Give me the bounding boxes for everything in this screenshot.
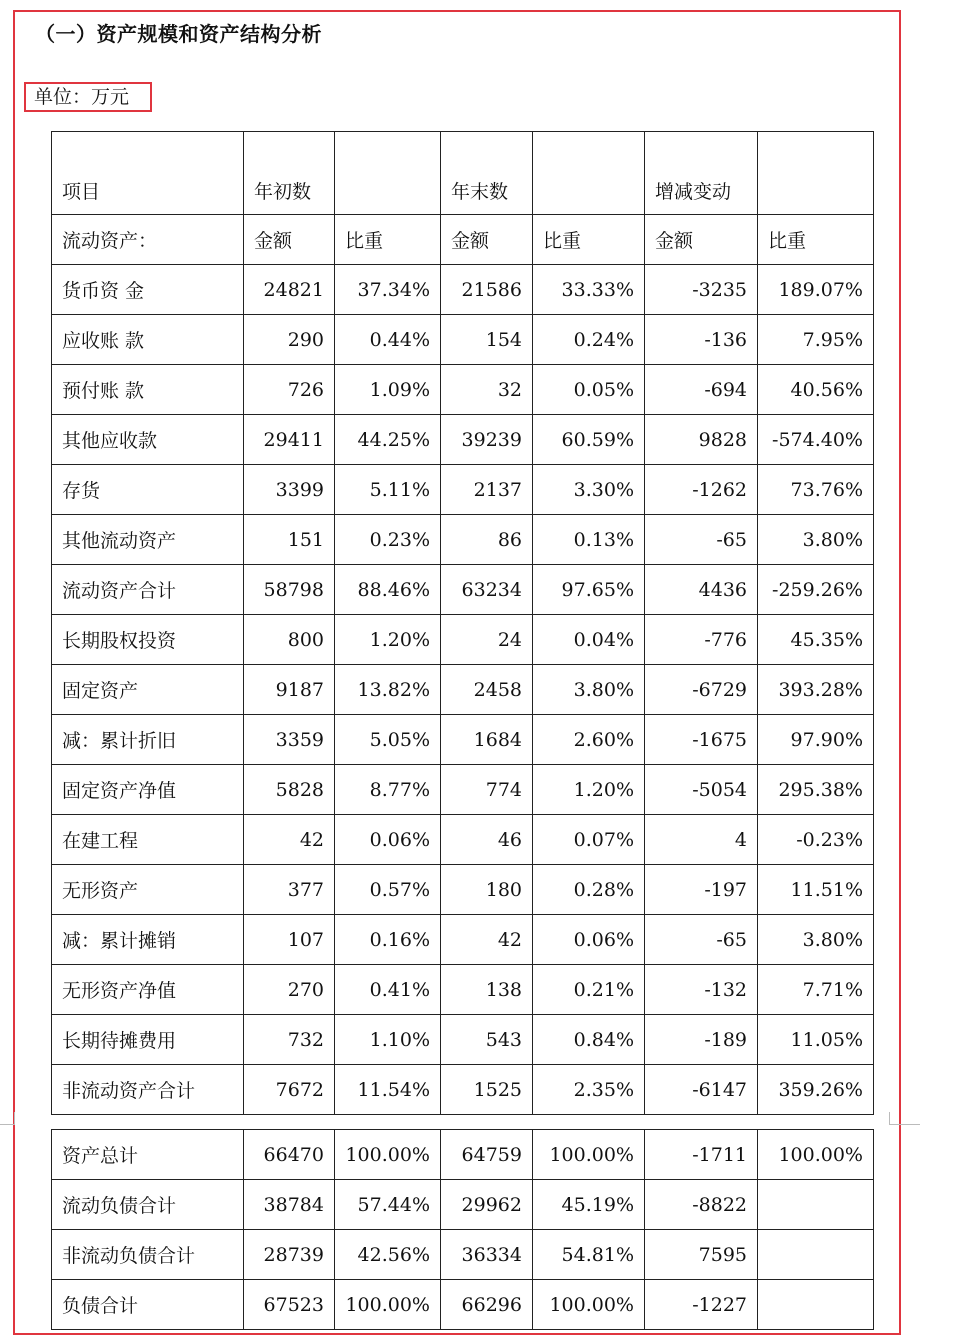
table-cell: 543 xyxy=(441,1015,533,1065)
row-label: 其他流动资产 xyxy=(52,515,244,565)
table-cell: 774 xyxy=(441,765,533,815)
table-cell: 180 xyxy=(441,865,533,915)
header-cell: 流动资产： xyxy=(52,215,244,265)
table-row xyxy=(52,1180,874,1230)
table-cell: 37.34% xyxy=(335,265,441,315)
table-row xyxy=(52,815,874,865)
table-cell: 11.05% xyxy=(758,1015,874,1065)
row-label: 固定资产净值 xyxy=(52,765,244,815)
table-cell: 29411 xyxy=(244,415,335,465)
table-cell: 377 xyxy=(244,865,335,915)
table-cell: -259.26% xyxy=(758,565,874,615)
table-cell: 0.24% xyxy=(533,315,645,365)
table-cell: 42.56% xyxy=(335,1230,441,1280)
table-cell: 42 xyxy=(441,915,533,965)
table-row xyxy=(52,415,874,465)
table-cell: 2137 xyxy=(441,465,533,515)
table-cell: 2.35% xyxy=(533,1065,645,1115)
table-cell: 5.05% xyxy=(335,715,441,765)
table-cell: 11.54% xyxy=(335,1065,441,1115)
table-cell: 1.09% xyxy=(335,365,441,415)
header-cell: 金额 xyxy=(441,215,533,265)
table-cell: -0.23% xyxy=(758,815,874,865)
section-title: （一）资产规模和资产结构分析 xyxy=(35,22,322,46)
table-cell: 3359 xyxy=(244,715,335,765)
table-cell: 5828 xyxy=(244,765,335,815)
table-cell: 0.21% xyxy=(533,965,645,1015)
table-cell: -189 xyxy=(645,1015,758,1065)
table-cell: 0.44% xyxy=(335,315,441,365)
table-cell: 2458 xyxy=(441,665,533,715)
table-cell: 189.07% xyxy=(758,265,874,315)
table-cell: 9187 xyxy=(244,665,335,715)
table-cell: 4436 xyxy=(645,565,758,615)
table-cell xyxy=(758,1280,874,1330)
row-label: 减：累计折旧 xyxy=(52,715,244,765)
table-row xyxy=(52,1065,874,1115)
table-row xyxy=(52,465,874,515)
table-cell: 1.20% xyxy=(533,765,645,815)
table-cell xyxy=(758,1180,874,1230)
table-cell: 45.19% xyxy=(533,1180,645,1230)
header-cell: 比重 xyxy=(335,215,441,265)
table-cell: -6729 xyxy=(645,665,758,715)
table-row xyxy=(52,265,874,315)
table-cell: 0.28% xyxy=(533,865,645,915)
table-cell: 58798 xyxy=(244,565,335,615)
unit-label: 单位：万元 xyxy=(24,82,152,112)
table-cell: 67523 xyxy=(244,1280,335,1330)
table-cell: 0.07% xyxy=(533,815,645,865)
table-cell: -65 xyxy=(645,515,758,565)
liability-summary-table xyxy=(51,1129,874,1330)
table-cell: 11.51% xyxy=(758,865,874,915)
header-cell xyxy=(335,132,441,215)
row-label: 长期待摊费用 xyxy=(52,1015,244,1065)
table-cell: -1227 xyxy=(645,1280,758,1330)
table-cell: 0.84% xyxy=(533,1015,645,1065)
row-label: 应收账 款 xyxy=(52,315,244,365)
table-cell: 24821 xyxy=(244,265,335,315)
table-cell: 7595 xyxy=(645,1230,758,1280)
table-cell: 40.56% xyxy=(758,365,874,415)
table-cell: 9828 xyxy=(645,415,758,465)
table-cell: 24 xyxy=(441,615,533,665)
table-cell: 270 xyxy=(244,965,335,1015)
table-cell: 1.20% xyxy=(335,615,441,665)
table-cell: 7.71% xyxy=(758,965,874,1015)
table-cell: 45.35% xyxy=(758,615,874,665)
table-cell: 100.00% xyxy=(533,1280,645,1330)
header-cell: 比重 xyxy=(758,215,874,265)
table-cell: 5.11% xyxy=(335,465,441,515)
table-cell: 3.30% xyxy=(533,465,645,515)
table-cell: 32 xyxy=(441,365,533,415)
header-row-1 xyxy=(52,132,874,215)
table-row xyxy=(52,1015,874,1065)
table-cell: 151 xyxy=(244,515,335,565)
table-cell: 13.82% xyxy=(335,665,441,715)
table-row xyxy=(52,1230,874,1280)
table-cell: 100.00% xyxy=(335,1280,441,1330)
table-row xyxy=(52,565,874,615)
table-cell: -132 xyxy=(645,965,758,1015)
table-cell: 100.00% xyxy=(533,1130,645,1180)
table-cell: -1711 xyxy=(645,1130,758,1180)
table-cell: 8.77% xyxy=(335,765,441,815)
table-cell: 36334 xyxy=(441,1230,533,1280)
table-cell: 21586 xyxy=(441,265,533,315)
row-label: 非流动负债合计 xyxy=(52,1230,244,1280)
row-label: 无形资产 xyxy=(52,865,244,915)
table-cell: 3.80% xyxy=(533,665,645,715)
table-cell: 44.25% xyxy=(335,415,441,465)
page-break-mark-right xyxy=(889,1112,920,1125)
table-cell: -8822 xyxy=(645,1180,758,1230)
table-row xyxy=(52,1280,874,1330)
table-cell: 39239 xyxy=(441,415,533,465)
header-cell xyxy=(758,132,874,215)
table-cell: 2.60% xyxy=(533,715,645,765)
row-label: 在建工程 xyxy=(52,815,244,865)
table-cell: -776 xyxy=(645,615,758,665)
row-label: 流动负债合计 xyxy=(52,1180,244,1230)
table-cell: 66470 xyxy=(244,1130,335,1180)
table-cell: 295.38% xyxy=(758,765,874,815)
table-cell: 46 xyxy=(441,815,533,865)
row-label: 流动资产合计 xyxy=(52,565,244,615)
table-cell: 97.65% xyxy=(533,565,645,615)
table-cell: 73.76% xyxy=(758,465,874,515)
table-cell: -574.40% xyxy=(758,415,874,465)
table-row xyxy=(52,965,874,1015)
table-cell: 54.81% xyxy=(533,1230,645,1280)
table-row xyxy=(52,515,874,565)
table-cell: -65 xyxy=(645,915,758,965)
header-row-2 xyxy=(52,215,874,265)
table-cell: 66296 xyxy=(441,1280,533,1330)
header-cell: 增减变动 xyxy=(645,132,758,215)
table-cell: 154 xyxy=(441,315,533,365)
row-label: 固定资产 xyxy=(52,665,244,715)
row-label: 货币资 金 xyxy=(52,265,244,315)
table-cell: -197 xyxy=(645,865,758,915)
table-cell: 1.10% xyxy=(335,1015,441,1065)
header-cell xyxy=(533,132,645,215)
table-cell: 1525 xyxy=(441,1065,533,1115)
table-cell: 0.04% xyxy=(533,615,645,665)
header-cell: 项目 xyxy=(52,132,244,215)
table-cell: 86 xyxy=(441,515,533,565)
table-cell: 0.06% xyxy=(533,915,645,965)
row-label: 无形资产净值 xyxy=(52,965,244,1015)
row-label: 存货 xyxy=(52,465,244,515)
table-cell: -5054 xyxy=(645,765,758,815)
row-label: 其他应收款 xyxy=(52,415,244,465)
header-cell: 年末数 xyxy=(441,132,533,215)
table-cell: 290 xyxy=(244,315,335,365)
table-cell: 7672 xyxy=(244,1065,335,1115)
table-cell: 0.23% xyxy=(335,515,441,565)
table-cell: 63234 xyxy=(441,565,533,615)
table-cell: 0.57% xyxy=(335,865,441,915)
table-cell: 38784 xyxy=(244,1180,335,1230)
table-cell: 393.28% xyxy=(758,665,874,715)
row-label: 非流动资产合计 xyxy=(52,1065,244,1115)
header-cell: 年初数 xyxy=(244,132,335,215)
table-cell: 57.44% xyxy=(335,1180,441,1230)
table-cell: 138 xyxy=(441,965,533,1015)
table-cell: 726 xyxy=(244,365,335,415)
table-cell: 0.06% xyxy=(335,815,441,865)
table-row xyxy=(52,915,874,965)
table-cell: 0.13% xyxy=(533,515,645,565)
table-cell: 97.90% xyxy=(758,715,874,765)
table-cell: 4 xyxy=(645,815,758,865)
table-cell: -3235 xyxy=(645,265,758,315)
row-label: 长期股权投资 xyxy=(52,615,244,665)
table-row xyxy=(52,765,874,815)
table-row xyxy=(52,315,874,365)
table-cell: 107 xyxy=(244,915,335,965)
table-cell: -694 xyxy=(645,365,758,415)
table-cell: 3.80% xyxy=(758,915,874,965)
table-cell: -1262 xyxy=(645,465,758,515)
row-label: 减：累计摊销 xyxy=(52,915,244,965)
row-label: 负债合计 xyxy=(52,1280,244,1330)
table-row xyxy=(52,615,874,665)
table-cell: -1675 xyxy=(645,715,758,765)
table-cell: 732 xyxy=(244,1015,335,1065)
table-cell: 3.80% xyxy=(758,515,874,565)
table-cell: 7.95% xyxy=(758,315,874,365)
header-cell: 比重 xyxy=(533,215,645,265)
table-cell: 28739 xyxy=(244,1230,335,1280)
table-cell: 100.00% xyxy=(758,1130,874,1180)
row-label: 资产总计 xyxy=(52,1130,244,1180)
table-cell: 33.33% xyxy=(533,265,645,315)
table-row xyxy=(52,365,874,415)
table-cell: 800 xyxy=(244,615,335,665)
table-cell: 100.00% xyxy=(335,1130,441,1180)
table-cell: 3399 xyxy=(244,465,335,515)
table-cell: -136 xyxy=(645,315,758,365)
table-row xyxy=(52,865,874,915)
table-row xyxy=(52,1130,874,1180)
table-cell: 60.59% xyxy=(533,415,645,465)
table-cell: 42 xyxy=(244,815,335,865)
table-cell: 1684 xyxy=(441,715,533,765)
table-cell: 64759 xyxy=(441,1130,533,1180)
table-cell: -6147 xyxy=(645,1065,758,1115)
asset-structure-table xyxy=(51,131,874,1115)
table-cell: 0.41% xyxy=(335,965,441,1015)
table-row xyxy=(52,715,874,765)
header-cell: 金额 xyxy=(645,215,758,265)
table-cell: 0.05% xyxy=(533,365,645,415)
row-label: 预付账 款 xyxy=(52,365,244,415)
table-cell: 0.16% xyxy=(335,915,441,965)
table-cell: 359.26% xyxy=(758,1065,874,1115)
page-break-mark-left xyxy=(0,1112,15,1125)
table-cell: 88.46% xyxy=(335,565,441,615)
table-row xyxy=(52,665,874,715)
table-cell xyxy=(758,1230,874,1280)
table-cell: 29962 xyxy=(441,1180,533,1230)
header-cell: 金额 xyxy=(244,215,335,265)
